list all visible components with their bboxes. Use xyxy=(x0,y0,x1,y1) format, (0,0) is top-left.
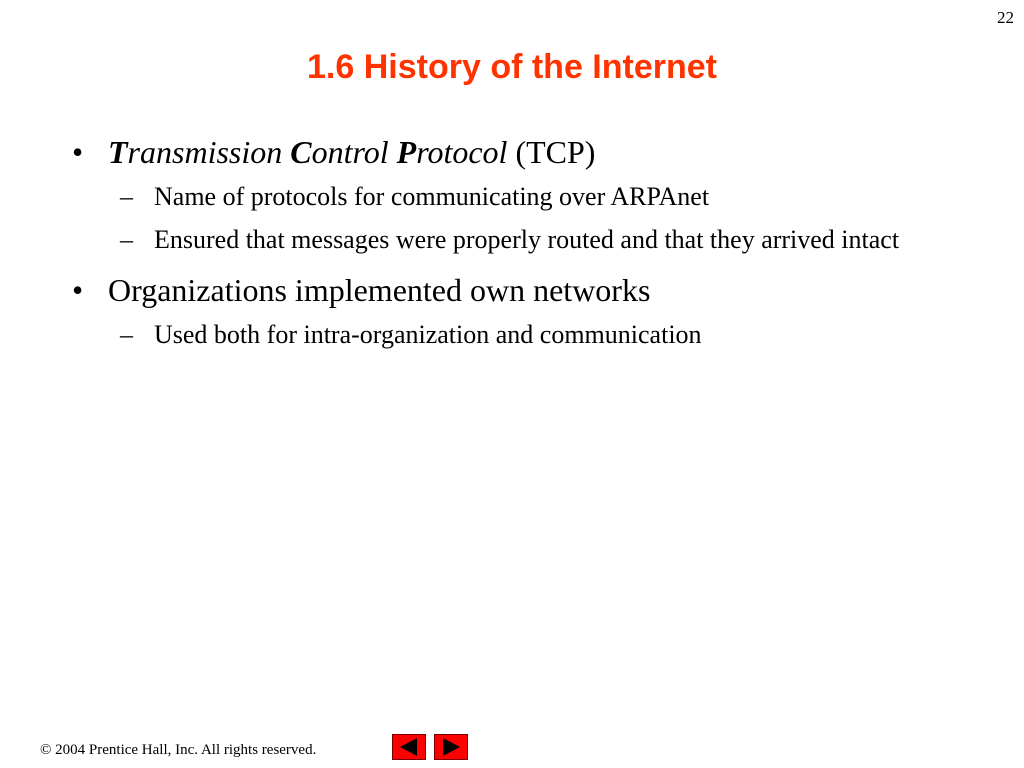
bullet-marker: • xyxy=(72,272,84,308)
dash-marker: – xyxy=(120,320,133,349)
tcp-rotocol: rotocol xyxy=(416,134,508,170)
bullet-organizations xyxy=(72,270,992,310)
bullet-text: Organizations implemented own networks xyxy=(108,272,651,308)
tcp-ransmission: ransmission xyxy=(127,134,283,170)
tcp-p: P xyxy=(396,134,417,170)
slide-content xyxy=(72,132,992,359)
copyright-symbol: © xyxy=(40,742,52,758)
slide-title: 1.6 History of the Internet xyxy=(307,48,717,86)
footer-text: 2004 Prentice Hall, Inc. All rights reserved. xyxy=(55,742,317,758)
bullet-tcp xyxy=(72,132,992,172)
right-arrow-icon xyxy=(435,735,467,759)
dash-marker: – xyxy=(120,225,133,254)
sub-bullet-text: Ensured that messages were properly routed and that they arrived intact xyxy=(154,225,900,254)
bullet-marker: • xyxy=(72,134,84,170)
left-arrow-icon xyxy=(393,735,425,759)
slide-number: 22 xyxy=(997,8,1014,27)
footer-copyright xyxy=(40,742,316,759)
sub-bullet xyxy=(72,221,992,258)
next-slide-button[interactable] xyxy=(434,734,468,760)
tcp-ontrol: ontrol xyxy=(311,134,389,170)
sub-bullet xyxy=(72,316,992,353)
sub-bullet-text: Used both for intra-organization and communication xyxy=(154,320,702,349)
tcp-c: C xyxy=(290,134,312,170)
prev-slide-button[interactable] xyxy=(392,734,426,760)
sub-bullet-text: Name of protocols for communicating over ARPAnet xyxy=(154,182,710,211)
dash-marker: – xyxy=(120,182,133,211)
tcp-abbr: (TCP) xyxy=(515,134,596,170)
sub-bullet xyxy=(72,178,992,215)
tcp-t: T xyxy=(108,134,128,170)
